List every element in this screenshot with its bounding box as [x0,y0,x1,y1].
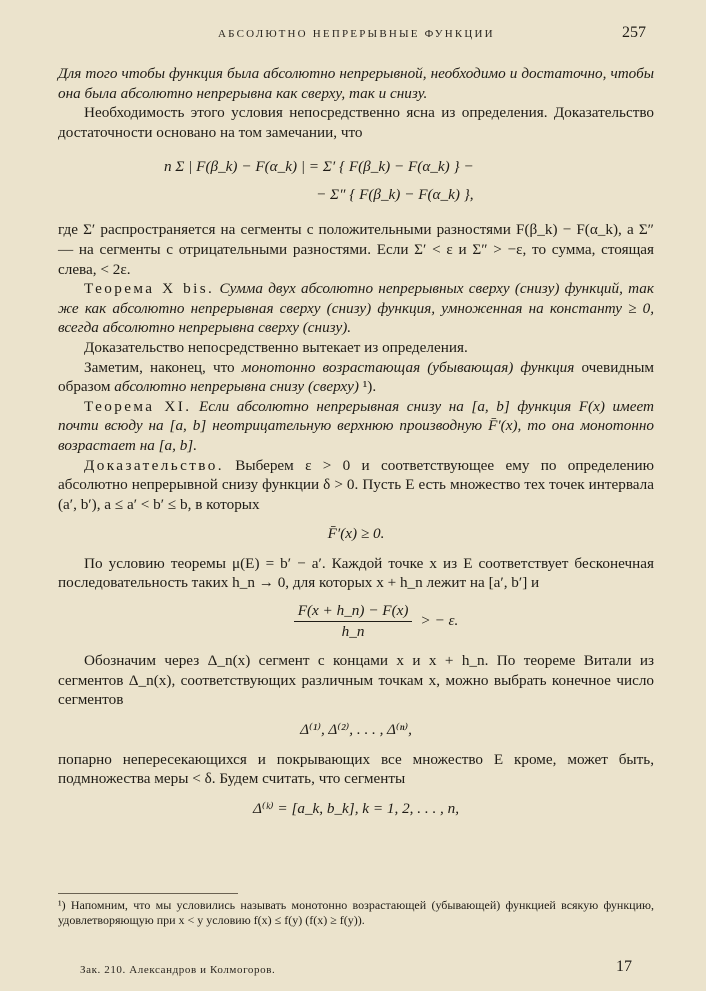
footnote-ref: ¹). [362,378,377,396]
paragraph-vitali: Обозначим через Δ_n(x) сегмент с концами x и x + h_n. По теореме Витали из сегментов Δ_n(x), соответствующих различным точкам x, можно выбрать конечное число сегментов [58,652,654,709]
sum-decomposition-formula [58,152,654,208]
fraction-denominator: h_n [341,622,365,640]
page-body [58,64,654,828]
remark-part-d: абсолютно непрерывна снизу (сверху) [114,378,359,396]
proof-text: Выберем ε > 0 и соответствующее ему по определению абсолютно непрерывной снизу функции δ > 0. Пусть E есть множество тех точек интервала (a′, b′), a ≤ a′ < b′ ≤ b, в которых [58,456,655,513]
theorem-10bis [58,279,654,338]
proof-paragraph [58,456,654,515]
signature-mark: 17 [616,958,632,975]
segments-list-formula: Δ⁽¹⁾, Δ⁽²⁾, . . . , Δ⁽ⁿ⁾, [300,721,412,739]
page-header [0,24,706,48]
fraction-numerator: F(x + h_n) − F(x) [294,601,413,622]
page-number: 257 [622,24,646,41]
theorem-11-lead: Теорема XI. [84,397,192,415]
formula-line-1: n Σ | F(β_k) − F(α_k) | = Σ′ { F(β_k) − F(α_k) } − [164,158,474,176]
paragraph-necessity: Необходимость этого условия непосредственно ясна из определения. Доказательство достаточности основано на том замечании, что [58,104,654,141]
remark-part-b: монотонно возрастающая (убывающая) функция [241,358,575,376]
remark-part-c: очевидным образом [58,358,655,396]
fraction [294,601,413,641]
formula-line-2: − Σ″ { F(β_k) − F(α_k) }, [316,186,474,204]
proof-lead: Доказательство. [84,456,224,474]
theorem-10bis-lead: Теорема X bis. [84,280,215,298]
segment-definition-formula: Δ⁽ᵏ⁾ = [a_k, b_k], k = 1, 2, . . . , n, [252,799,460,817]
paragraph-measure: По условию теоремы μ(E) = b′ − a′. Каждой точке x из E соответствует бесконечная последовательность таких h_n → 0, для которых x + h_n лежит на [a′, b′] и [58,554,654,592]
theorem-11-text: Если абсолютно непрерывная снизу на [a, b] функция F(x) имеет почти всюду на [a, b] неотрицательную верхнюю производную F̄′(x), то она монотонно возрастает на [a, b]. [58,397,654,454]
theorem-10bis-text: Сумма двух абсолютно непрерывных сверху (снизу) функций, так же как абсолютно непрерывная сверху (снизу) функция, умноженная на константу ≥ 0, всегда абсолютно непрерывна сверху (снизу). [58,280,654,337]
derivative-condition-formula: F̄′(x) ≥ 0. [327,525,385,543]
paragraph-proof-direct: Доказательство непосредственно вытекает из определения. [84,338,468,356]
statement-paragraph: Для того чтобы функция была абсолютно непрерывной, необходимо и достаточно, чтобы она была абсолютно непрерывна как сверху, так и снизу. [58,65,654,102]
printer-imprint: Зак. 210. Александров и Колмогоров. [80,964,276,976]
paragraph-monotone-remark [58,358,654,397]
theorem-11 [58,397,654,456]
paragraph-cover: попарно непересекающихся и покрывающих все множество E кроме, может быть, подмножества меры < δ. Будем считать, что сегменты [58,750,654,788]
page-footer [0,958,706,982]
footnote: ¹) Напомним, что мы условились называть монотонно возрастающей (убывающей) функцией всякую функцию, удовлетворяющую при x < y условию f(x) ≤ f(y) (f(x) ≥ f(y)). [58,898,654,927]
difference-quotient-formula [98,601,654,641]
inequality-rhs: > − ε. [420,612,459,630]
paragraph-sigma-explanation: где Σ′ распространяется на сегменты с положительными разностями F(β_k) − F(α_k), а Σ″ — на сегменты с отрицательными разностями. Если Σ′ < ε и Σ″ > −ε, то сумма, стоящая слева, < 2ε. [58,221,654,278]
footnote-divider [58,893,238,894]
remark-part-a: Заметим, наконец, что [84,358,235,376]
running-title: АБСОЛЮТНО НЕПРЕРЫВНЫЕ ФУНКЦИИ [218,28,495,40]
